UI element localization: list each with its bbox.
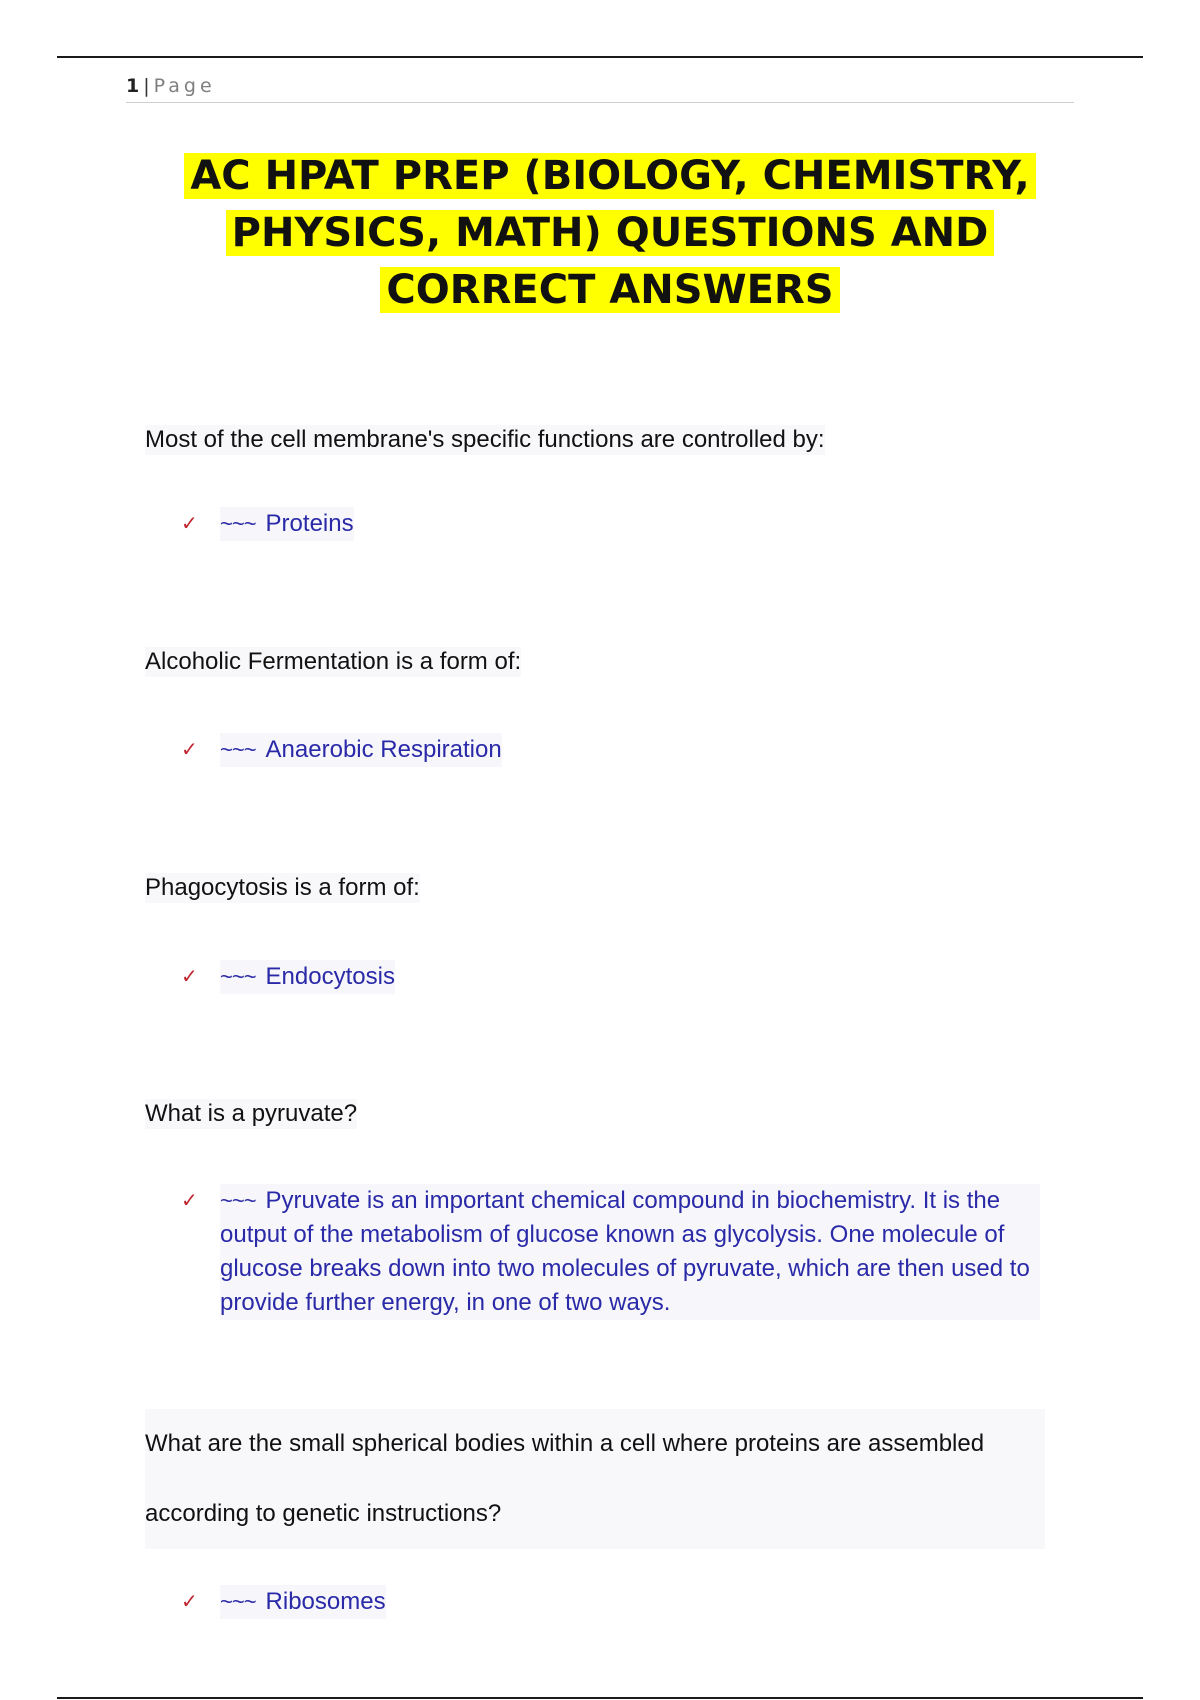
answer-text: Pyruvate is an important chemical compound in biochemistry. It is the output of the metabolism of glucose known as glycolysis. One molecule of glucose breaks down into two molecules of pyruvate, which are then used to provide further energy, in one of two ways. [220, 1187, 1030, 1316]
question-2: Alcoholic Fermentation is a form of: [145, 648, 522, 675]
answer-marker: ~~~ [220, 511, 256, 536]
question-5: What are the small spherical bodies within a cell where proteins are assembled according to genetic instructions? [145, 1409, 1045, 1549]
answer-marker: ~~~ [220, 964, 256, 989]
question-3: Phagocytosis is a form of: [145, 874, 420, 901]
answer-4 [220, 1184, 1040, 1320]
answer-marker: ~~~ [220, 737, 256, 762]
top-rule [57, 56, 1143, 58]
answer-marker: ~~~ [220, 1589, 256, 1614]
check-icon: ✓ [181, 1188, 198, 1212]
answer-text: Endocytosis [265, 963, 395, 990]
check-icon: ✓ [181, 1589, 198, 1613]
answer-3 [220, 960, 395, 994]
answer-text: Ribosomes [265, 1588, 386, 1615]
answer-5 [220, 1585, 386, 1619]
page-header [126, 74, 1074, 103]
check-icon: ✓ [181, 511, 198, 535]
answer-text: Anaerobic Respiration [265, 736, 502, 763]
check-icon: ✓ [181, 737, 198, 761]
question-1: Most of the cell membrane's specific functions are controlled by: [145, 426, 825, 453]
title-line-2: PHYSICS, MATH) QUESTIONS AND [226, 210, 995, 256]
page-number: 1 [126, 75, 140, 97]
answer-marker: ~~~ [220, 1188, 256, 1213]
check-icon: ✓ [181, 964, 198, 988]
question-4: What is a pyruvate? [145, 1100, 358, 1127]
document-title [160, 148, 1060, 319]
answer-text: Proteins [265, 510, 354, 537]
title-line-1: AC HPAT PREP (BIOLOGY, CHEMISTRY, [184, 153, 1035, 199]
bottom-rule [57, 1697, 1143, 1699]
title-line-3: CORRECT ANSWERS [380, 267, 839, 313]
page-separator: | [143, 75, 150, 97]
answer-2 [220, 733, 502, 767]
page-label: Page [153, 75, 216, 97]
answer-1 [220, 507, 354, 541]
